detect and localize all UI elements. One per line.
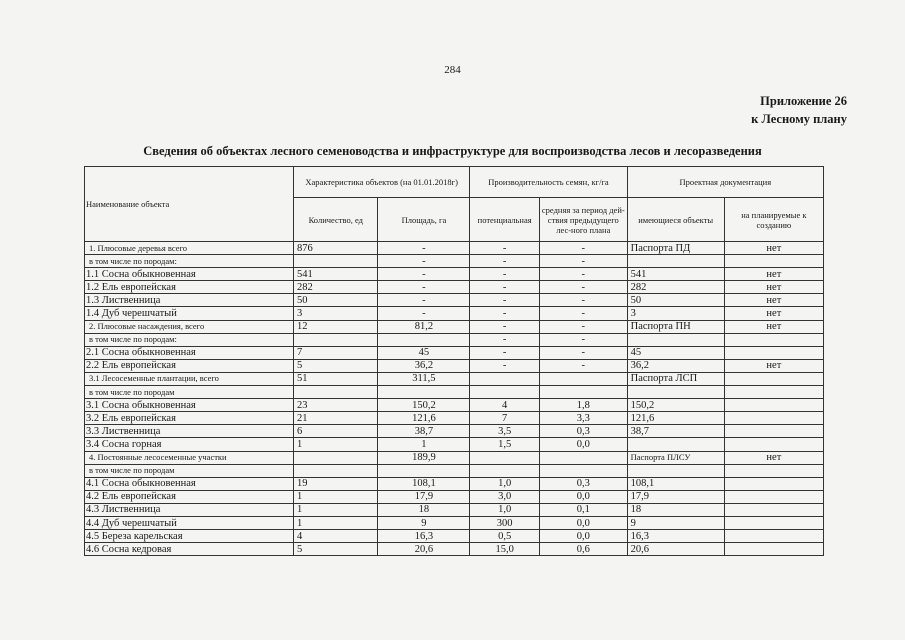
header-characteristics: Характеристика объектов (на 01.01.2018г) (294, 167, 470, 198)
cell-average (540, 372, 628, 385)
cell-count: 1 (294, 490, 378, 503)
cell-existing: Паспорта ПЛСУ (627, 451, 724, 464)
cell-existing: 150,2 (627, 399, 724, 412)
cell-object-name: 3.2 Ель европейская (85, 412, 294, 425)
cell-potential: 4 (470, 399, 540, 412)
cell-planned (724, 386, 823, 399)
table-row (85, 281, 824, 294)
cell-object-name: 1.2 Ель европейская (85, 281, 294, 294)
cell-object-name: 1.4 Дуб черешчатый (85, 307, 294, 320)
cell-object-name: 3.4 Сосна горная (85, 438, 294, 451)
cell-planned: нет (724, 451, 823, 464)
table-row (85, 425, 824, 438)
appendix-line-1: Приложение 26 (760, 94, 847, 108)
cell-count: 1 (294, 516, 378, 529)
cell-potential: - (470, 307, 540, 320)
cell-count: 50 (294, 294, 378, 307)
table-row (85, 294, 824, 307)
table-row (85, 359, 824, 372)
cell-area: - (378, 294, 470, 307)
cell-object-name: 3.3 Лиственница (85, 425, 294, 438)
cell-area: 189,9 (378, 451, 470, 464)
cell-average: 0,3 (540, 477, 628, 490)
table-row (85, 438, 824, 451)
cell-average: 0,0 (540, 530, 628, 543)
cell-existing: 36,2 (627, 359, 724, 372)
cell-area: 16,3 (378, 530, 470, 543)
cell-existing: 38,7 (627, 425, 724, 438)
cell-planned: нет (724, 307, 823, 320)
cell-planned: нет (724, 242, 823, 255)
cell-potential: - (470, 333, 540, 346)
cell-existing: Паспорта ПН (627, 320, 724, 333)
cell-area: 17,9 (378, 490, 470, 503)
cell-potential: 15,0 (470, 543, 540, 556)
cell-potential: - (470, 268, 540, 281)
cell-existing: 45 (627, 346, 724, 359)
cell-area: - (378, 281, 470, 294)
cell-existing: 121,6 (627, 412, 724, 425)
cell-count: 19 (294, 477, 378, 490)
cell-potential: - (470, 320, 540, 333)
cell-potential: - (470, 359, 540, 372)
cell-potential: - (470, 255, 540, 268)
table-row (85, 516, 824, 529)
cell-object-name: 4.2 Ель европейская (85, 490, 294, 503)
cell-planned (724, 503, 823, 516)
cell-potential (470, 451, 540, 464)
table-row (85, 255, 824, 268)
table-row (85, 477, 824, 490)
page-number: 284 (444, 64, 461, 76)
cell-planned (724, 399, 823, 412)
header-average: средняя за период дей-ствия предыдущего лес-ного плана (540, 198, 628, 242)
cell-planned: нет (724, 294, 823, 307)
cell-existing: 50 (627, 294, 724, 307)
cell-area: - (378, 268, 470, 281)
cell-potential: 7 (470, 412, 540, 425)
cell-object-name: в том числе по породам: (85, 333, 294, 346)
cell-average: 1,8 (540, 399, 628, 412)
cell-count: 1 (294, 438, 378, 451)
cell-average: 0,0 (540, 438, 628, 451)
header-project-docs: Проектная документация (627, 167, 823, 198)
cell-planned (724, 425, 823, 438)
cell-object-name: в том числе по породам (85, 386, 294, 399)
cell-planned: нет (724, 268, 823, 281)
cell-area: - (378, 242, 470, 255)
cell-area: 45 (378, 346, 470, 359)
appendix-line-2: к Лесному плану (751, 112, 847, 126)
cell-count: 541 (294, 268, 378, 281)
cell-count: 5 (294, 359, 378, 372)
cell-average: - (540, 294, 628, 307)
cell-existing: 3 (627, 307, 724, 320)
cell-object-name: 2.2 Ель европейская (85, 359, 294, 372)
document-title: Сведения об объектах лесного семеноводства и инфраструктуре для воспроизводства лесов и лесоразведения (143, 144, 762, 158)
cell-area: 81,2 (378, 320, 470, 333)
cell-average: - (540, 281, 628, 294)
cell-average: - (540, 242, 628, 255)
cell-count: 5 (294, 543, 378, 556)
cell-area: 121,6 (378, 412, 470, 425)
cell-potential: - (470, 294, 540, 307)
cell-average: - (540, 255, 628, 268)
cell-area: 38,7 (378, 425, 470, 438)
table-row (85, 307, 824, 320)
cell-planned (724, 530, 823, 543)
cell-count (294, 464, 378, 477)
cell-average: 3,3 (540, 412, 628, 425)
cell-average: - (540, 346, 628, 359)
cell-potential: 3,0 (470, 490, 540, 503)
cell-area: - (378, 307, 470, 320)
cell-object-name: 4.6 Сосна кедровая (85, 543, 294, 556)
table-row (85, 451, 824, 464)
cell-existing: 541 (627, 268, 724, 281)
cell-existing (627, 464, 724, 477)
cell-existing (627, 386, 724, 399)
cell-object-name: в том числе по породам (85, 464, 294, 477)
table-body (85, 242, 824, 556)
header-area: Площадь, га (378, 198, 470, 242)
cell-object-name: 3.1 Сосна обыкновенная (85, 399, 294, 412)
cell-planned (724, 490, 823, 503)
cell-existing: 17,9 (627, 490, 724, 503)
table-row (85, 320, 824, 333)
cell-potential: 1,0 (470, 477, 540, 490)
cell-planned (724, 516, 823, 529)
cell-object-name: 4.3 Лиственница (85, 503, 294, 516)
cell-existing (627, 255, 724, 268)
cell-count: 6 (294, 425, 378, 438)
cell-average (540, 464, 628, 477)
table-row (85, 490, 824, 503)
cell-planned (724, 543, 823, 556)
cell-average: - (540, 359, 628, 372)
cell-count: 23 (294, 399, 378, 412)
cell-count (294, 386, 378, 399)
table-row (85, 346, 824, 359)
table-row (85, 503, 824, 516)
cell-planned (724, 346, 823, 359)
cell-existing: 282 (627, 281, 724, 294)
cell-planned: нет (724, 359, 823, 372)
cell-average: 0,0 (540, 516, 628, 529)
cell-object-name: 2.1 Сосна обыкновенная (85, 346, 294, 359)
table-row (85, 333, 824, 346)
cell-count: 51 (294, 372, 378, 385)
cell-planned (724, 412, 823, 425)
cell-object-name: 4. Постоянные лесосеменные участки (85, 451, 294, 464)
cell-count: 21 (294, 412, 378, 425)
cell-object-name: 4.1 Сосна обыкновенная (85, 477, 294, 490)
cell-count: 1 (294, 503, 378, 516)
cell-area (378, 333, 470, 346)
table-row (85, 372, 824, 385)
cell-potential: 300 (470, 516, 540, 529)
cell-area: 36,2 (378, 359, 470, 372)
cell-potential (470, 386, 540, 399)
table-row (85, 386, 824, 399)
cell-object-name: 1.1 Сосна обыкновенная (85, 268, 294, 281)
cell-area: - (378, 255, 470, 268)
cell-existing: Паспорта ЛСП (627, 372, 724, 385)
cell-area: 18 (378, 503, 470, 516)
cell-existing: 9 (627, 516, 724, 529)
table-row (85, 543, 824, 556)
cell-existing: 18 (627, 503, 724, 516)
cell-potential: 1,5 (470, 438, 540, 451)
cell-planned (724, 255, 823, 268)
header-count: Количество, ед (294, 198, 378, 242)
cell-count: 3 (294, 307, 378, 320)
cell-potential: 3,5 (470, 425, 540, 438)
cell-area: 311,5 (378, 372, 470, 385)
cell-area (378, 464, 470, 477)
cell-existing (627, 438, 724, 451)
cell-object-name: 3.1 Лесосеменные плантации, всего (85, 372, 294, 385)
header-existing-objects: имеющиеся объекты (627, 198, 724, 242)
cell-area (378, 386, 470, 399)
cell-planned (724, 333, 823, 346)
table-row (85, 268, 824, 281)
seed-objects-table (84, 166, 824, 556)
header-potential: потенциальная (470, 198, 540, 242)
cell-planned: нет (724, 320, 823, 333)
cell-count (294, 255, 378, 268)
cell-existing: 108,1 (627, 477, 724, 490)
cell-area: 20,6 (378, 543, 470, 556)
header-planned-objects: на планируемые к созданию (724, 198, 823, 242)
cell-potential: - (470, 242, 540, 255)
table-row (85, 530, 824, 543)
cell-existing: Паспорта ПД (627, 242, 724, 255)
cell-potential: - (470, 346, 540, 359)
cell-planned: нет (724, 281, 823, 294)
cell-potential (470, 464, 540, 477)
cell-area: 9 (378, 516, 470, 529)
cell-average: - (540, 307, 628, 320)
cell-object-name: в том числе по породам: (85, 255, 294, 268)
cell-count: 7 (294, 346, 378, 359)
cell-object-name: 4.4 Дуб черешчатый (85, 516, 294, 529)
cell-average (540, 386, 628, 399)
cell-object-name: 1. Плюсовые деревья всего (85, 242, 294, 255)
cell-existing (627, 333, 724, 346)
appendix-note (751, 92, 847, 128)
cell-average: 0,3 (540, 425, 628, 438)
header-seed-productivity: Производительность семян, кг/га (470, 167, 627, 198)
cell-area: 1 (378, 438, 470, 451)
cell-average: 0,1 (540, 503, 628, 516)
cell-average: - (540, 320, 628, 333)
cell-object-name: 2. Плюсовые насаждения, всего (85, 320, 294, 333)
cell-area: 108,1 (378, 477, 470, 490)
cell-object-name: 4.5 Береза карельская (85, 530, 294, 543)
cell-existing: 16,3 (627, 530, 724, 543)
cell-potential (470, 372, 540, 385)
cell-planned (724, 464, 823, 477)
cell-count: 4 (294, 530, 378, 543)
table-row (85, 399, 824, 412)
cell-planned (724, 372, 823, 385)
cell-average: - (540, 268, 628, 281)
cell-count (294, 451, 378, 464)
cell-object-name: 1.3 Лиственница (85, 294, 294, 307)
cell-potential: 1,0 (470, 503, 540, 516)
cell-area: 150,2 (378, 399, 470, 412)
cell-potential: 0,5 (470, 530, 540, 543)
table-row (85, 412, 824, 425)
cell-average (540, 451, 628, 464)
cell-average: 0,0 (540, 490, 628, 503)
cell-count: 282 (294, 281, 378, 294)
cell-average: 0,6 (540, 543, 628, 556)
cell-existing: 20,6 (627, 543, 724, 556)
cell-count (294, 333, 378, 346)
cell-potential: - (470, 281, 540, 294)
table-row (85, 464, 824, 477)
cell-count: 876 (294, 242, 378, 255)
cell-count: 12 (294, 320, 378, 333)
table-row (85, 242, 824, 255)
cell-planned (724, 477, 823, 490)
cell-average: - (540, 333, 628, 346)
cell-planned (724, 438, 823, 451)
header-object-name: Наименование объекта (85, 167, 294, 242)
